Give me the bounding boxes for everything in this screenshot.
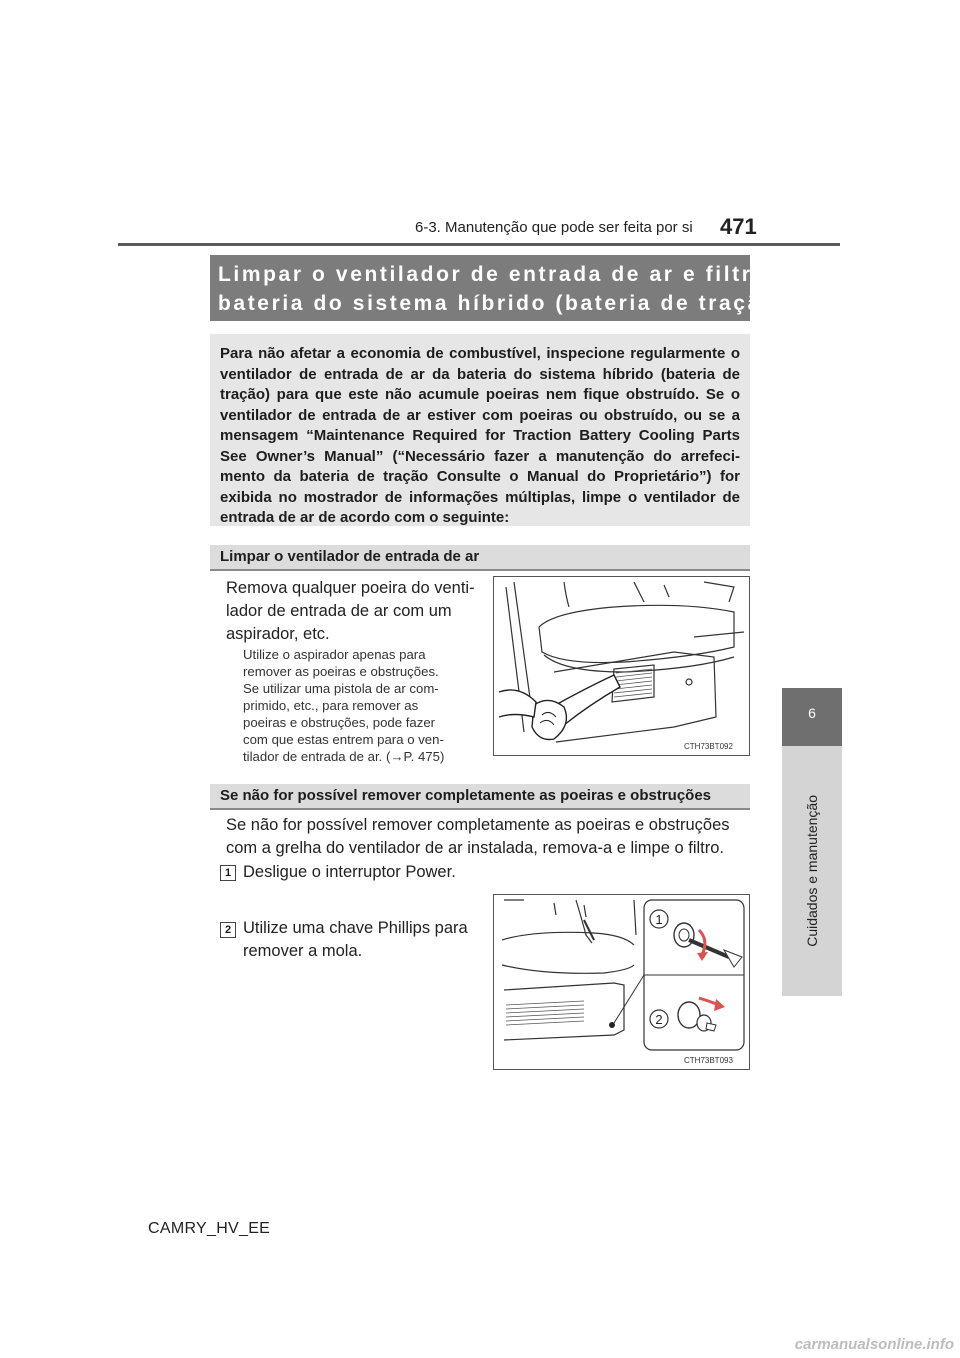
step-2-text	[243, 917, 468, 963]
step-badge-2: 2	[220, 922, 236, 938]
section1-body-line-2: lador de entrada de ar com um	[226, 602, 452, 620]
section1-note-line-3: Se utilizar uma pistola de ar com-	[243, 681, 439, 696]
section1-body	[226, 577, 475, 646]
intro-box	[210, 334, 750, 526]
callout-2: 2	[655, 1012, 663, 1027]
chapter-tab	[782, 688, 842, 746]
header-section-title: 6-3. Manutenção que pode ser feita por si	[415, 219, 693, 236]
footer-model-code: CAMRY_HV_EE	[148, 1220, 271, 1237]
clip-removal-drawing	[494, 895, 749, 1069]
header-divider	[118, 243, 840, 246]
section1-note-line-2: remover as poeiras e obstruções.	[243, 664, 439, 679]
chapter-title: Cuidados e manutenção	[804, 795, 820, 947]
callout-1: 1	[655, 912, 663, 927]
section1-note-line-1: Utilize o aspirador apenas para	[243, 647, 426, 662]
illustration-vacuum-fan	[493, 576, 750, 756]
subsection-header-remove-dust	[210, 784, 750, 810]
subsection-title-remove-dust: Se não for possível remover completamente as poeiras e obstruções	[220, 787, 712, 804]
section-title-box	[210, 255, 807, 321]
figure-code-1: CTH73BT092	[684, 742, 733, 751]
subsection-title-clean-fan: Limpar o ventilador de entrada de ar	[220, 548, 480, 565]
section1-note	[243, 646, 477, 765]
section1-note-line-4: primido, etc., para remover as	[243, 698, 419, 713]
section2-body	[226, 814, 730, 860]
section-title-line-2: bateria do sistema híbrido (bateria de tração)	[218, 292, 787, 315]
section2-body-line-2: com a grelha do ventilador de ar instalada, remova-a e limpe o filtro.	[226, 839, 725, 857]
watermark: carmanualsonline.info	[794, 1336, 954, 1353]
section1-note-line-7: tilador de entrada de ar. (→P. 475)	[243, 749, 445, 764]
section2-body-line-1: Se não for possível remover completamente as poeiras e obstruções	[226, 816, 730, 834]
section1-body-line-3: aspirador, etc.	[226, 625, 330, 643]
chapter-title-vertical	[782, 746, 842, 996]
step-badge-1: 1	[220, 865, 236, 881]
chapter-number: 6	[808, 705, 816, 721]
intro-text: Para não afetar a economia de combustível, inspecione regularmente o ventilador de entrada de ar da bateria do sistema híbrido (bateria de tração) para que este não acumule poeiras nem fique obstruído. Se o ventilador de entrada de ar estiver com poeiras ou obstruído, ou se a mensagem “Maintenance Required for Traction Battery Cooling Parts See Owner’s Manual” (“Necessário fazer a manutenção do arrefeci-mento da bateria de tração Consulte o Manual do Proprietário”) for exibida no mostrador de informações múltiplas, limpe o ventilador de entrada de ar de acordo com o seguinte:	[220, 345, 740, 526]
section1-body-line-1: Remova qualquer poeira do venti-	[226, 579, 475, 597]
figure-code-2: CTH73BT093	[684, 1056, 733, 1065]
subsection-header-clean-fan	[210, 545, 750, 571]
step-2-line-2: remover a mola.	[243, 942, 363, 960]
vacuum-cleaning-drawing	[494, 577, 749, 755]
illustration-remove-clip	[493, 894, 750, 1070]
section-title-line-1: Limpar o ventilador de entrada de ar e filtro da	[218, 263, 807, 286]
step-1-text: Desligue o interruptor Power.	[243, 863, 456, 881]
step-2-line-1: Utilize uma chave Phillips para	[243, 919, 468, 937]
section1-note-line-5: poeiras e obstruções, pode fazer	[243, 715, 436, 730]
section1-note-line-6: com que estas entrem para o ven-	[243, 732, 444, 747]
page-number: 471	[720, 214, 757, 239]
